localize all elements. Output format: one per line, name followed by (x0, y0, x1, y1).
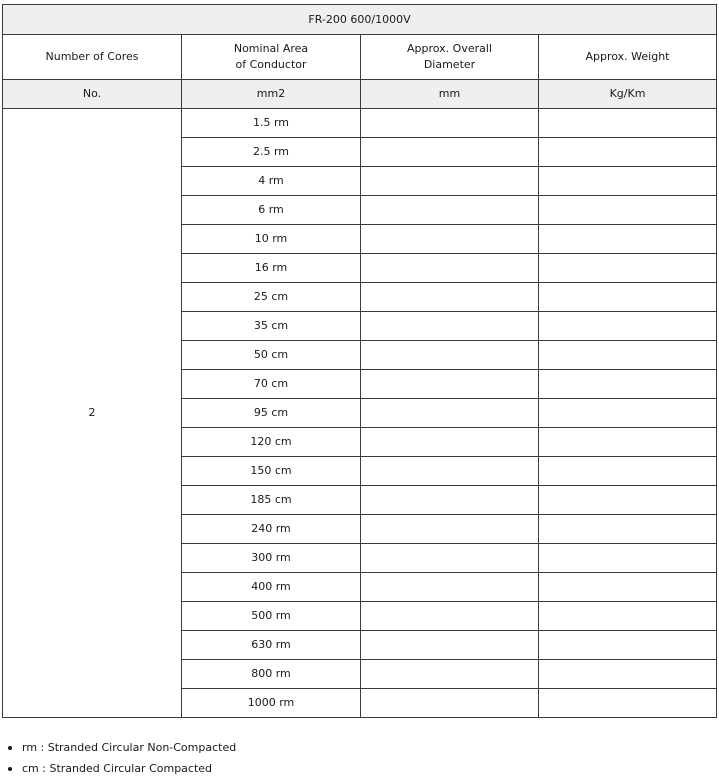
weight-cell (539, 399, 717, 428)
diameter-cell (361, 138, 539, 167)
unit-row (3, 80, 717, 109)
area-cell: 4 rm (182, 167, 361, 196)
diameter-cell (361, 515, 539, 544)
diameter-cell (361, 225, 539, 254)
diameter-cell (361, 689, 539, 718)
weight-cell (539, 283, 717, 312)
diameter-cell (361, 602, 539, 631)
weight-cell (539, 660, 717, 689)
diameter-cell (361, 167, 539, 196)
area-cell: 2.5 rm (182, 138, 361, 167)
weight-cell (539, 341, 717, 370)
weight-cell (539, 109, 717, 138)
diameter-cell (361, 457, 539, 486)
note-text: rm : Stranded Circular Non-Compacted (22, 741, 237, 754)
weight-cell (539, 573, 717, 602)
diameter-cell (361, 573, 539, 602)
area-cell: 400 rm (182, 573, 361, 602)
area-cell: 35 cm (182, 312, 361, 341)
diameter-cell (361, 254, 539, 283)
table-title: FR-200 600/1000V (3, 5, 717, 35)
area-cell: 120 cm (182, 428, 361, 457)
weight-cell (539, 689, 717, 718)
unit-area: mm2 (182, 80, 361, 109)
header-cores (3, 35, 182, 80)
diameter-cell (361, 341, 539, 370)
diameter-cell (361, 660, 539, 689)
area-cell: 70 cm (182, 370, 361, 399)
diameter-cell (361, 370, 539, 399)
note-item (6, 758, 236, 779)
bullet-icon (8, 746, 12, 750)
header-weight-label: Approx. Weight (585, 50, 670, 63)
weight-cell (539, 225, 717, 254)
area-cell: 240 rm (182, 515, 361, 544)
header-diameter-line1: Approx. Overall (407, 42, 492, 55)
weight-cell (539, 167, 717, 196)
weight-cell (539, 602, 717, 631)
table-row (3, 109, 717, 138)
area-cell: 16 rm (182, 254, 361, 283)
header-cores-label: Number of Cores (45, 50, 139, 63)
bullet-icon (8, 767, 12, 771)
area-cell: 300 rm (182, 544, 361, 573)
diameter-cell (361, 312, 539, 341)
weight-cell (539, 254, 717, 283)
diameter-cell (361, 486, 539, 515)
area-cell: 50 cm (182, 341, 361, 370)
diameter-cell (361, 544, 539, 573)
weight-cell (539, 544, 717, 573)
header-area (182, 35, 361, 80)
weight-cell (539, 428, 717, 457)
area-cell: 500 rm (182, 602, 361, 631)
header-diameter (361, 35, 539, 80)
title-row (3, 5, 717, 35)
header-area-line2: of Conductor (235, 58, 307, 71)
weight-cell (539, 312, 717, 341)
area-cell: 25 cm (182, 283, 361, 312)
diameter-cell (361, 428, 539, 457)
weight-cell (539, 631, 717, 660)
table-body (3, 109, 717, 718)
diameter-cell (361, 283, 539, 312)
header-weight (539, 35, 717, 80)
area-cell: 150 cm (182, 457, 361, 486)
unit-cores: No. (3, 80, 182, 109)
diameter-cell (361, 631, 539, 660)
area-cell: 630 rm (182, 631, 361, 660)
cores-cell: 2 (3, 109, 182, 718)
area-cell: 185 cm (182, 486, 361, 515)
area-cell: 6 rm (182, 196, 361, 225)
cable-spec-table (2, 4, 717, 718)
area-cell: 95 cm (182, 399, 361, 428)
area-cell: 800 rm (182, 660, 361, 689)
header-diameter-line2: Diameter (423, 58, 476, 71)
notes-list (6, 737, 236, 779)
weight-cell (539, 138, 717, 167)
header-area-line1: Nominal Area (233, 42, 309, 55)
area-cell: 1000 rm (182, 689, 361, 718)
area-cell: 10 rm (182, 225, 361, 254)
unit-weight: Kg/Km (539, 80, 717, 109)
weight-cell (539, 515, 717, 544)
note-text: cm : Stranded Circular Compacted (22, 762, 213, 775)
diameter-cell (361, 399, 539, 428)
area-cell: 1.5 rm (182, 109, 361, 138)
weight-cell (539, 370, 717, 399)
header-row (3, 35, 717, 80)
weight-cell (539, 196, 717, 225)
diameter-cell (361, 196, 539, 225)
unit-diameter: mm (361, 80, 539, 109)
diameter-cell (361, 109, 539, 138)
weight-cell (539, 457, 717, 486)
note-item (6, 737, 236, 758)
weight-cell (539, 486, 717, 515)
